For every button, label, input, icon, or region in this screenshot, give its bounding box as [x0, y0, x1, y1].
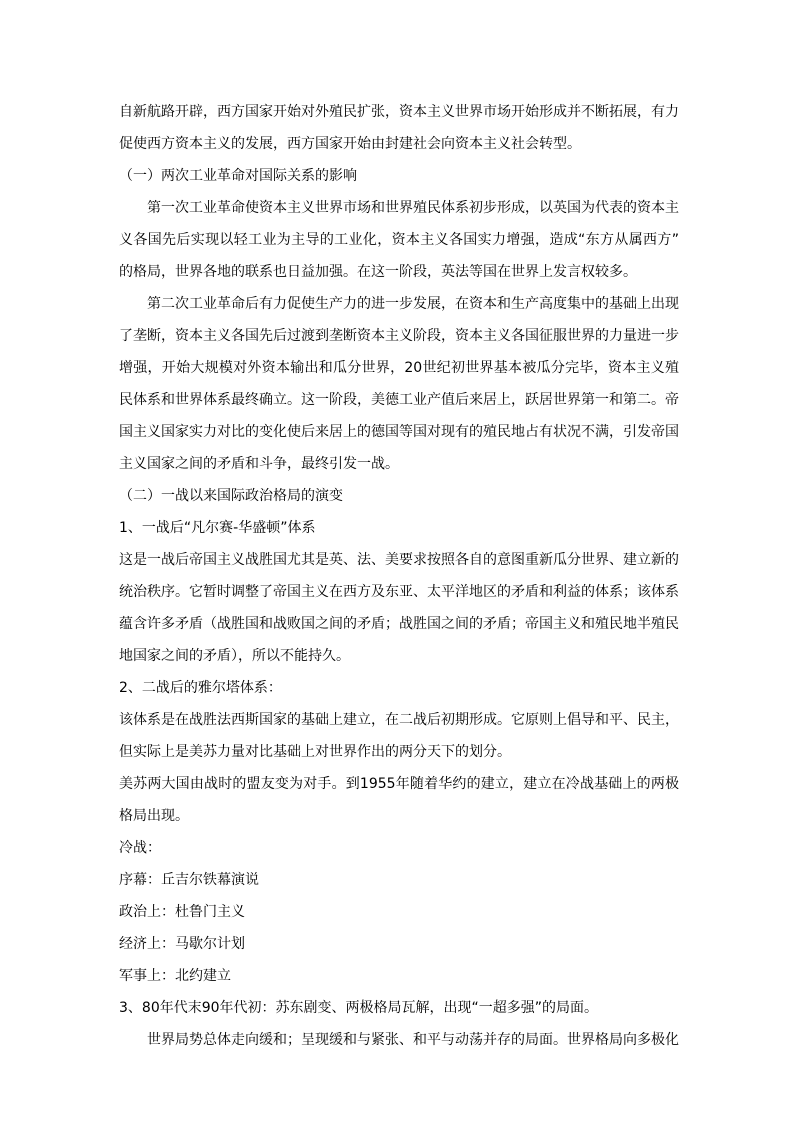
paragraph-line: 统治秩序。它暂时调整了帝国主义在西方及东亚、太平洋地区的矛盾和利益的体系；该体系 [119, 584, 679, 600]
paragraph-line: 该体系是在战胜法西斯国家的基础上建立，在二战后初期形成。它原则上倡导和平、民主， [119, 712, 679, 728]
subsection-heading: 3、80年代末90年代初：苏东剧变、两极格局瓦解，出现“一超多强”的局面。 [119, 1000, 599, 1016]
list-item: 序幕：丘吉尔铁幕演说 [119, 872, 259, 888]
paragraph-line: 了垄断，资本主义各国先后过渡到垄断资本主义阶段，资本主义各国征服世界的力量进一步 [119, 328, 679, 344]
paragraph-line: 义各国先后实现以轻工业为主导的工业化，资本主义各国实力增强，造成“东方从属西方” [119, 232, 679, 248]
paragraph-line: 这是一战后帝国主义战胜国尤其是英、法、美要求按照各自的意图重新瓜分世界、建立新的 [119, 552, 679, 568]
section-heading: （二）一战以来国际政治格局的演变 [119, 488, 343, 504]
paragraph-line: 格局出现。 [119, 808, 189, 824]
paragraph-line: 第一次工业革命使资本主义世界市场和世界殖民体系初步形成，以英国为代表的资本主 [119, 200, 679, 216]
paragraph-line: 世界局势总体走向缓和；呈现缓和与紧张、和平与动荡并存的局面。世界格局向多极化 [119, 1032, 679, 1048]
subsection-heading: 2、二战后的雅尔塔体系： [119, 680, 282, 696]
paragraph-line: 民体系和世界体系最终确立。这一阶段，美德工业产值后来居上，跃居世界第一和第二。帝 [119, 392, 679, 408]
list-item: 政治上：杜鲁门主义 [119, 904, 245, 920]
paragraph-line: 蕴含许多矛盾（战胜国和战败国之间的矛盾；战胜国之间的矛盾；帝国主义和殖民地半殖民 [119, 616, 679, 632]
paragraph-line: 第二次工业革命后有力促使生产力的进一步发展，在资本和生产高度集中的基础上出现 [119, 296, 679, 312]
paragraph-line: 促使西方资本主义的发展，西方国家开始由封建社会向资本主义社会转型。 [119, 136, 581, 152]
paragraph-line: 国主义国家实力对比的变化使后来居上的德国等国对现有的殖民地占有状况不满，引发帝国 [119, 424, 679, 440]
list-item: 军事上：北约建立 [119, 968, 231, 984]
paragraph-line: 主义国家之间的矛盾和斗争，最终引发一战。 [119, 456, 399, 472]
paragraph-line: 的格局，世界各地的联系也日益加强。在这一阶段，英法等国在世界上发言权较多。 [119, 264, 637, 280]
section-heading: （一）两次工业革命对国际关系的影响 [119, 168, 357, 184]
paragraph-line: 地国家之间的矛盾），所以不能持久。 [119, 648, 350, 664]
paragraph-line: 美苏两大国由战时的盟友变为对手。到1955年随着华约的建立，建立在冷战基础上的两极 [119, 776, 679, 792]
subsection-heading: 1、一战后“凡尔赛-华盛顿”体系 [119, 520, 316, 536]
list-item: 经济上：马歇尔计划 [119, 936, 245, 952]
list-heading: 冷战： [119, 840, 161, 856]
paragraph-line: 但实际上是美苏力量对比基础上对世界作出的两分天下的划分。 [119, 744, 511, 760]
paragraph-line: 增强，开始大规模对外资本输出和瓜分世界，20世纪初世界基本被瓜分完毕，资本主义殖 [119, 360, 679, 376]
paragraph-line: 自新航路开辟，西方国家开始对外殖民扩张，资本主义世界市场开始形成并不断拓展，有力 [119, 104, 679, 120]
